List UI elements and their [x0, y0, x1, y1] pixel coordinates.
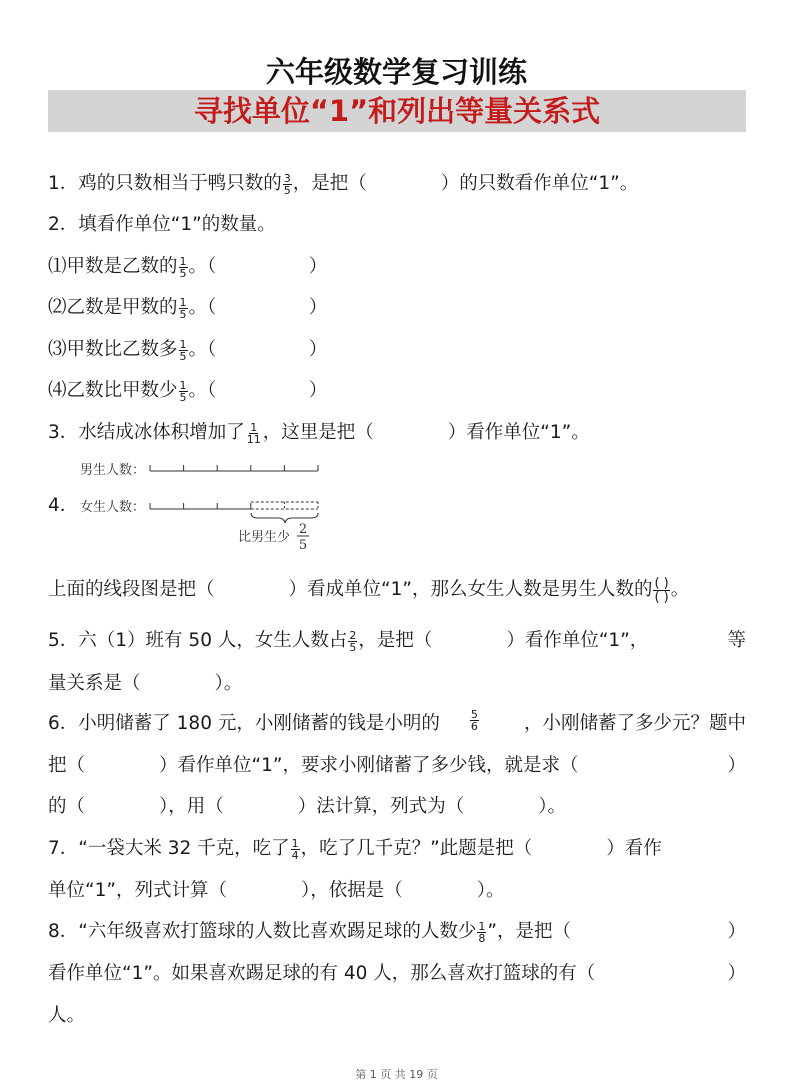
question-3: 3．水结成冰体积增加了 $\frac{1}{11}$ ，这里是把（ ）看作单位“1”。 — [48, 420, 590, 446]
brace-frac-den: 5 — [298, 538, 308, 550]
question-8-line-3: 人。 — [48, 1005, 86, 1026]
page-footer: 第 1 页 共 19 页 — [355, 1068, 438, 1081]
q7-fraction: $\frac{1}{4}$ — [291, 836, 299, 862]
page-title: 六年级数学复习训练 — [265, 55, 527, 89]
question-7: 7．“一袋大米 32 千克，吃了 $\frac{1}{4}$ ，吃了几千克？”此题是把（ ）看作 — [48, 836, 662, 862]
q4-blank-fraction: $\frac{( )}{( )}$ — [654, 575, 669, 605]
q2-item-3: ⑶甲数比乙数多 $\frac{1}{5}$ 。（ ） — [48, 337, 328, 363]
brace — [251, 513, 318, 523]
q1-text-pre: 1．鸡的只数相当于鸭只数的 — [48, 173, 282, 194]
girls-label: 女生人数： — [80, 500, 146, 515]
q1-fraction: $\frac{3}{5}$ — [283, 171, 291, 197]
question-1 — [48, 169, 638, 199]
q2-item-1-fraction: $\frac{1}{5}$ — [179, 254, 187, 280]
q3-fraction: $\frac{1}{11}$ — [246, 420, 261, 446]
girls-segment — [150, 502, 318, 509]
q5-fraction: $\frac{2}{5}$ — [349, 628, 357, 654]
question-2: 2．填看作单位“1”的数量。 — [48, 214, 276, 235]
brace-label: 比男生少 — [238, 530, 291, 545]
q2-item-3-fraction: $\frac{1}{5}$ — [179, 337, 187, 363]
q2-item-4-fraction: $\frac{1}{5}$ — [179, 378, 187, 404]
question-8: 8．“六年级喜欢打篮球的人数比喜欢踢足球的人数少 $\frac{1}{8}$ ”，是把（ ） — [48, 919, 746, 945]
question-7-line-2: 单位“1”，列式计算（ ），依据是（ ）。 — [48, 880, 505, 901]
q2-item-4: ⑷乙数比甲数少 $\frac{1}{5}$ 。（ ） — [48, 378, 328, 404]
question-6-line-3: 的（ ），用（ ）法计算，列式为（ ）。 — [48, 796, 567, 817]
q8-fraction: $\frac{1}{8}$ — [478, 919, 486, 945]
q2-item-2-fraction: $\frac{1}{5}$ — [179, 295, 187, 321]
q6-fraction: $\frac{5}{6}$ — [470, 708, 478, 733]
question-4-number: 4． — [48, 495, 79, 516]
question-8-line-2: 看作单位“1”。如果喜欢踢足球的有 40 人，那么喜欢打篮球的有（ ） — [48, 963, 746, 984]
question-6: 6．小明储蓄了 180 元，小刚储蓄的钱是小明的 $\frac{5}{6}$ ，小刚储蓄了多少元？题中 — [48, 709, 746, 739]
boys-label: 男生人数： — [80, 463, 146, 478]
boys-segment — [150, 465, 318, 471]
q2-item-2: ⑵乙数是甲数的 $\frac{1}{5}$ 。（ ） — [48, 295, 328, 321]
question-5-line-2: 量关系是（ ）。 — [48, 673, 243, 694]
question-6-line-2: 把（ ）看作单位“1”，要求小刚储蓄了多少钱，就是求（ ） — [48, 755, 746, 776]
q4-sentence: 上面的线段图是把（ ）看成单位“1”，那么女生人数是男生人数的 $\frac{( )}{( )}$ 。 — [48, 575, 690, 605]
segment-diagram — [0, 455, 793, 550]
brace-frac-num: 2 — [298, 522, 308, 537]
q2-item-1: ⑴甲数是乙数的 $\frac{1}{5}$ 。（ ） — [48, 254, 328, 280]
question-5: 5．六（1）班有 50 人，女生人数占 $\frac{2}{5}$ ，是把（ ）看作单位“1”， 等 — [48, 628, 746, 654]
q1-text-post: ，是把（ ）的只数看作单位“1”。 — [292, 173, 639, 194]
page-subtitle: 寻找单位“1”和列出等量关系式 — [48, 90, 746, 132]
